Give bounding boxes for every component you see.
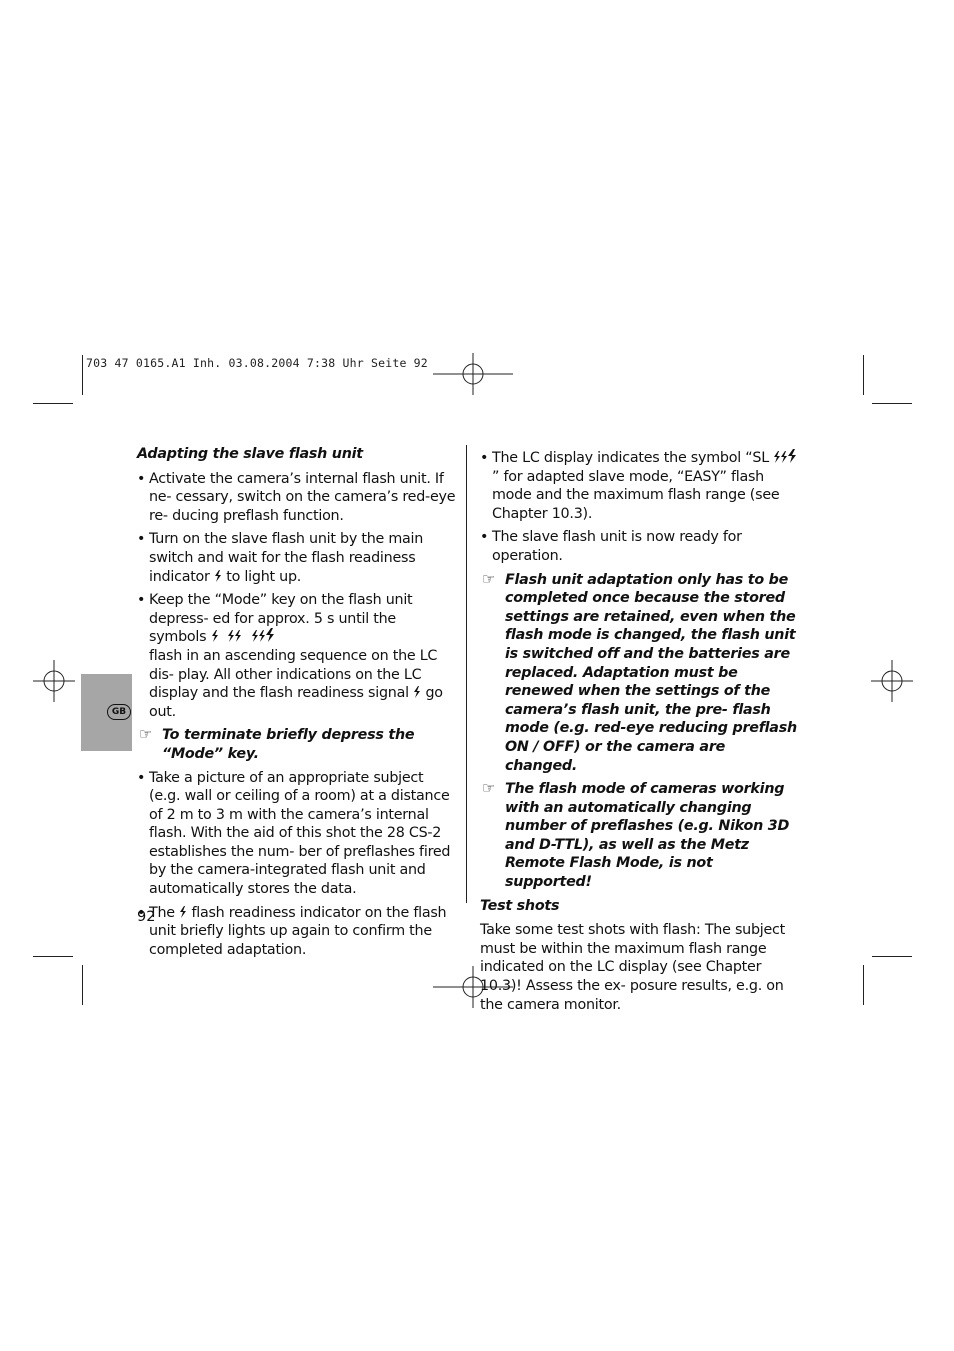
crop-mark xyxy=(872,956,912,957)
language-tab xyxy=(81,674,132,751)
list-item xyxy=(137,591,457,721)
triple-lightning-bolt-icon xyxy=(251,628,275,642)
list-item xyxy=(480,449,800,523)
lightning-bolt-icon xyxy=(211,630,219,642)
triple-lightning-bolt-icon xyxy=(773,449,797,463)
paragraph: Take some test shots with flash: The subject must be within the maximum flash range indicated on the LC display (see Chapter 10.3)! Assess the ex- posure results, e.g. on the camera monitor. xyxy=(480,922,786,1013)
note-text: The flash mode of cameras working with an automatically changing number of preflashes (e.g. Nikon 3D and D-TTL), as well as the Metz Remote Flash Mode, is not supported! xyxy=(505,781,790,891)
note xyxy=(480,780,800,892)
pointing-hand-icon: ☞ xyxy=(139,725,153,744)
list-item-text: The xyxy=(149,904,175,921)
crop-mark xyxy=(872,403,912,404)
list-item xyxy=(137,530,457,586)
list-item-text: The slave flash unit is now ready for operation. xyxy=(492,529,742,564)
page-number: 92 xyxy=(137,909,156,925)
list-item-text: Turn on the slave flash unit by the main switch and wait for the flash readiness indicator xyxy=(149,531,424,585)
list-item-text: The LC display indicates the symbol “SL xyxy=(492,450,769,466)
language-badge: GB xyxy=(107,704,131,720)
crop-mark xyxy=(33,403,73,404)
note-text: Flash unit adaptation only has to be completed once because the stored settings are retained, even when the flash mode is changed, the flash unit is switched off and the batteries are replaced. Adaptation must be renewed when the settings of the camera’s flash unit, the pre- flash mode (e.g. red-eye reducing preflash ON / OFF) or the camera are changed. xyxy=(505,571,797,774)
list-item-text: to light up. xyxy=(226,568,302,585)
list-item-text: flash readiness indicator on the flash unit briefly lights up again to confirm the completed adaptation. xyxy=(149,904,447,958)
crop-mark xyxy=(863,965,864,1005)
section-heading: Test shots xyxy=(480,897,560,914)
list-item xyxy=(137,470,457,526)
pointing-hand-icon: ☞ xyxy=(482,779,496,798)
right-column xyxy=(480,449,800,1019)
lightning-bolt-icon xyxy=(179,906,187,918)
note xyxy=(137,726,457,763)
list-item-text: go out. xyxy=(149,685,443,720)
note xyxy=(480,571,800,776)
column-divider xyxy=(466,445,467,903)
list-item xyxy=(137,769,457,899)
crop-mark xyxy=(863,355,864,395)
lightning-bolt-icon xyxy=(214,570,222,582)
lightning-bolt-icon xyxy=(413,686,421,698)
registration-mark-top-icon xyxy=(433,353,513,395)
list-item-text: flash in an ascending sequence on the LC dis- play. All other indications on the LC display and the flash readiness signal xyxy=(149,647,438,702)
crop-mark xyxy=(33,956,73,957)
list-item-text: ” for adapted slave mode, “EASY” flash mode and the maximum flash range (see Chapter 10.3). xyxy=(492,468,780,522)
list-item-text: Activate the camera’s internal flash unit. If ne- cessary, switch on the camera’s red-eye re- ducing preflash function. xyxy=(149,470,456,524)
section-heading: Adapting the slave flash unit xyxy=(137,446,363,462)
double-lightning-bolt-icon xyxy=(227,630,242,642)
pointing-hand-icon: ☞ xyxy=(482,569,496,588)
list-item-text: Take a picture of an appropriate subject (e.g. wall or ceiling of a room) at a distance of 2 m to 3 m with the camera’s internal flash. With the aid of this shot the 28 CS-2 establishes the num- ber of preflashes fired by the camera-integrated flash unit and automatically stores the data. xyxy=(149,769,451,898)
crop-mark xyxy=(82,965,83,1005)
list-item xyxy=(480,528,800,565)
list-item-text: Keep the “Mode” key on the flash unit depress- ed for approx. 5 s until the symbols xyxy=(149,592,413,646)
left-column xyxy=(137,445,457,964)
registration-mark-left-icon xyxy=(33,660,75,702)
note-text: To terminate briefly depress the “Mode” key. xyxy=(162,727,415,762)
print-slug: 703 47 0165.A1 Inh. 03.08.2004 7:38 Uhr Seite 92 xyxy=(86,356,428,370)
registration-mark-right-icon xyxy=(871,660,913,702)
list-item xyxy=(137,904,457,960)
crop-mark xyxy=(82,355,83,395)
